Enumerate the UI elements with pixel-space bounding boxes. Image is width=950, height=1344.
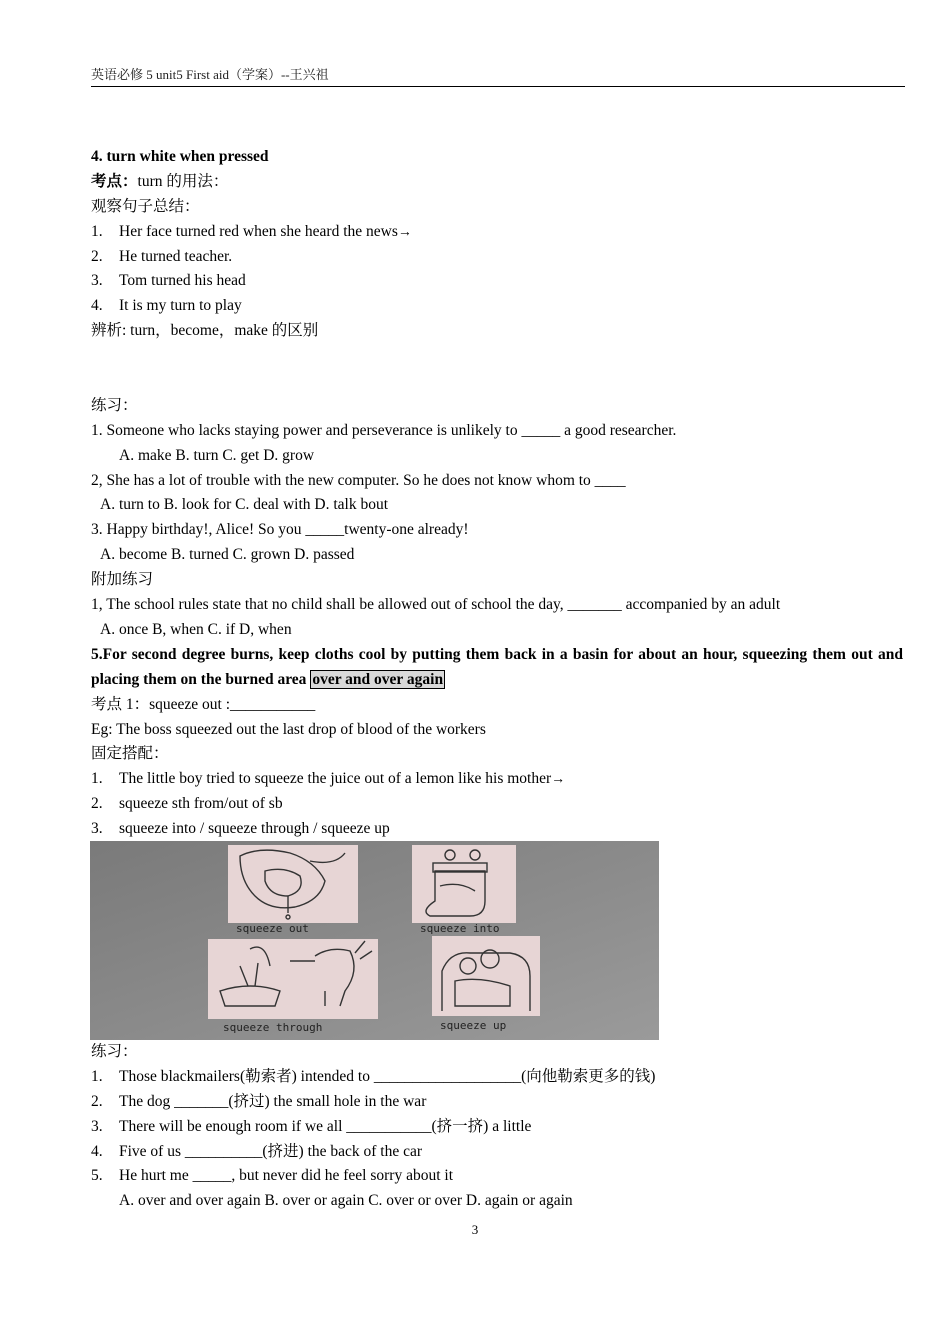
phrase-line: 3. squeeze into / squeeze through / squeeze up [91, 820, 390, 838]
extra-practice-heading: 附加练习 [91, 571, 154, 589]
arrow-icon: → [397, 224, 412, 240]
kaodian-label: 考点： [91, 172, 138, 190]
blank [91, 369, 903, 394]
exercise-5-options: A. over and over again B. over or again C. over or over D. again or again [119, 1192, 573, 1210]
exercise-line: 5. He hurt me _____, but never did he feel sorry about it [91, 1167, 454, 1185]
page-number: 3 [471, 1222, 479, 1237]
phrase-line: 1. The little boy tried to squeeze the juice out of a lemon like his mother→ [91, 770, 566, 788]
exercise-line: 1. Those blackmailers(勒索者) intended to ___________________(向他勒索更多的钱) [91, 1067, 656, 1085]
page-header: 英语必修 5 unit5 First aid（学案）--王兴祖 [91, 66, 905, 87]
practice-heading-2: 练习： [91, 1043, 138, 1060]
bianxi-line: 辨析: turn，become，make 的区别 [91, 322, 319, 340]
highlighted-phrase: over and over again [312, 670, 444, 688]
squeeze-illustration [90, 841, 659, 1040]
kaodian-text: turn 的用法： [137, 172, 229, 190]
figure-label-squeeze-up: squeeze up [440, 1019, 507, 1032]
question-3: 3. Happy birthday!, Alice! So you _____twenty-one already! [91, 521, 469, 539]
document-body [91, 145, 903, 842]
kaodian-line [91, 170, 903, 195]
example-sentence: Eg: The boss squeezed out the last drop of blood of the workers [91, 720, 486, 738]
question-2: 2, She has a lot of trouble with the new computer. So he does not know whom to ____ [91, 471, 626, 489]
figure-label-squeeze-into: squeeze into [420, 922, 500, 935]
question-2-options: A. turn to B. look for C. deal with D. talk bout [100, 496, 389, 514]
figure-label-squeeze-through: squeeze through [223, 1021, 323, 1034]
question-3-options: A. become B. turned C. grown D. passed [100, 546, 355, 564]
example-line: 2. He turned teacher. [91, 247, 233, 265]
exercise-line: 3. There will be enough room if we all ___________(挤一挤) a little [91, 1117, 532, 1135]
observe-heading: 观察句子总结： [91, 197, 200, 215]
question-1-options: A. make B. turn C. get D. grow [119, 446, 315, 464]
example-line: 3. Tom turned his head [91, 272, 246, 290]
kaodian-1: 考点 1：squeeze out :___________ [91, 695, 316, 713]
question-1: 1. Someone who lacks staying power and perseverance is unlikely to _____ a good researcher. [91, 421, 677, 439]
section-4-title: 4. turn white when pressed [91, 148, 269, 165]
exercise-line: 4. Five of us __________(挤进) the back of the car [91, 1142, 423, 1160]
extra-question-1: 1, The school rules state that no child shall be allowed out of school the day, _______ accompanied by an adult [91, 596, 781, 614]
example-line: 1. Her face turned red when she heard the news→ [91, 222, 412, 240]
practice-section-2 [91, 1040, 903, 1214]
figure-label-squeeze-out: squeeze out [236, 922, 309, 935]
example-line: 4. It is my turn to play [91, 297, 242, 315]
arrow-icon: → [551, 772, 566, 788]
section-5-paragraph: 5.For second degree burns, keep cloths cool by putting them back in a basin for about an hour, squeezing them out and placing them on the burned area over and over again [91, 645, 903, 688]
practice-heading: 练习： [91, 396, 138, 414]
phrase-line: 2. squeeze sth from/out of sb [91, 795, 283, 813]
exercise-line: 2. The dog _______(挤过) the small hole in the war [91, 1092, 427, 1110]
extra-question-1-options: A. once B, when C. if D, when [100, 620, 292, 638]
fixed-collocation-heading: 固定搭配： [91, 745, 169, 763]
blank [91, 344, 903, 369]
